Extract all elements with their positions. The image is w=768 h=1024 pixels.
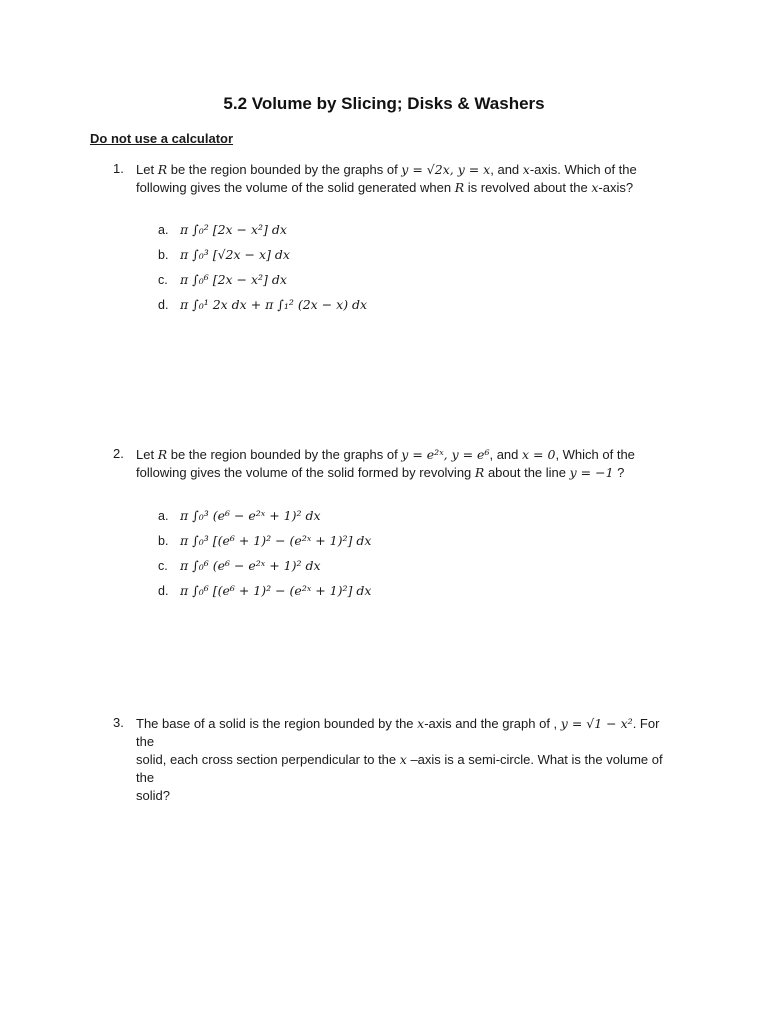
math-run: x (417, 716, 425, 731)
text-run: about the line (484, 465, 570, 480)
answer-options-1 (158, 217, 367, 317)
text-run: , and (490, 162, 523, 177)
question-line (136, 715, 673, 751)
option-letter: b. (158, 534, 169, 548)
question-text (136, 715, 673, 805)
text-run: -axis? (598, 180, 634, 195)
math-run: R (474, 465, 485, 480)
question-number: 1. (113, 161, 124, 176)
math-run: y = e²ˣ, y = e⁶ (401, 447, 490, 462)
option-letter: b. (158, 248, 169, 262)
math-run: x (591, 180, 599, 195)
math-run: x (522, 162, 530, 177)
math-run: R (157, 162, 168, 177)
text-run: -axis. Which of the (529, 162, 637, 177)
option-expression: π ∫₀³ [(e⁶ + 1)² − (e²ˣ + 1)²] dx (180, 533, 372, 548)
answer-option[interactable] (158, 553, 371, 578)
math-run: y = −1 (569, 465, 614, 480)
answer-options-2 (158, 503, 371, 603)
option-expression: π ∫₀⁶ [(e⁶ + 1)² − (e²ˣ + 1)²] dx (180, 583, 372, 598)
answer-option[interactable] (158, 217, 367, 242)
answer-option[interactable] (158, 242, 367, 267)
text-run: following gives the volume of the solid generated when (136, 180, 455, 195)
text-run: be the region bounded by the graphs of (167, 162, 402, 177)
question-line (136, 787, 673, 805)
question-1 (113, 161, 673, 197)
text-run: . For the (136, 716, 660, 749)
question-line (136, 464, 673, 482)
text-run: , Which of the (555, 447, 635, 462)
option-expression: π ∫₀⁶ [2x − x²] dx (180, 272, 287, 287)
text-run: –axis is a semi-circle. What is the volume of the (136, 752, 663, 785)
option-letter: d. (158, 584, 169, 598)
option-expression: π ∫₀² [2x − x²] dx (180, 222, 287, 237)
text-run: following gives the volume of the solid formed by revolving (136, 465, 475, 480)
question-text (136, 161, 673, 197)
option-letter: c. (158, 273, 168, 287)
math-run: R (157, 447, 168, 462)
math-run: x (399, 752, 407, 767)
answer-option[interactable] (158, 267, 367, 292)
text-run: ? (613, 465, 625, 480)
text-run: be the region bounded by the graphs of (167, 447, 402, 462)
text-run: solid? (136, 788, 170, 803)
question-text (136, 446, 673, 482)
text-run: , and (489, 447, 522, 462)
option-letter: a. (158, 223, 169, 237)
math-run: x = 0 (522, 447, 556, 462)
text-run: -axis and the graph of , (424, 716, 561, 731)
math-run: y = √2x, y = x (401, 162, 491, 177)
answer-option[interactable] (158, 503, 371, 528)
question-line (136, 161, 673, 179)
option-expression: π ∫₀¹ 2x dx + π ∫₁² (2x − x) dx (180, 297, 368, 312)
question-line (136, 179, 673, 197)
answer-option[interactable] (158, 528, 371, 553)
math-run: y = √1 − x² (560, 716, 633, 731)
question-line (136, 446, 673, 464)
option-expression: π ∫₀⁶ (e⁶ − e²ˣ + 1)² dx (180, 558, 321, 573)
question-number: 2. (113, 446, 124, 461)
question-3 (113, 715, 673, 805)
text-run: Let (136, 162, 158, 177)
option-letter: a. (158, 509, 169, 523)
option-expression: π ∫₀³ [√2x − x] dx (180, 247, 290, 262)
math-run: R (454, 180, 465, 195)
page-title: 5.2 Volume by Slicing; Disks & Washers (223, 94, 545, 113)
question-2 (113, 446, 673, 482)
option-expression: π ∫₀³ (e⁶ − e²ˣ + 1)² dx (180, 508, 321, 523)
text-run: is revolved about the (464, 180, 592, 195)
answer-option[interactable] (158, 292, 367, 317)
answer-option[interactable] (158, 578, 371, 603)
text-run: Let (136, 447, 158, 462)
option-letter: d. (158, 298, 169, 312)
text-run: The base of a solid is the region bounded by the (136, 716, 418, 731)
question-line (136, 751, 673, 787)
question-number: 3. (113, 715, 124, 730)
text-run: solid, each cross section perpendicular to the (136, 752, 400, 767)
option-letter: c. (158, 559, 168, 573)
instruction-text: Do not use a calculator (90, 131, 234, 146)
